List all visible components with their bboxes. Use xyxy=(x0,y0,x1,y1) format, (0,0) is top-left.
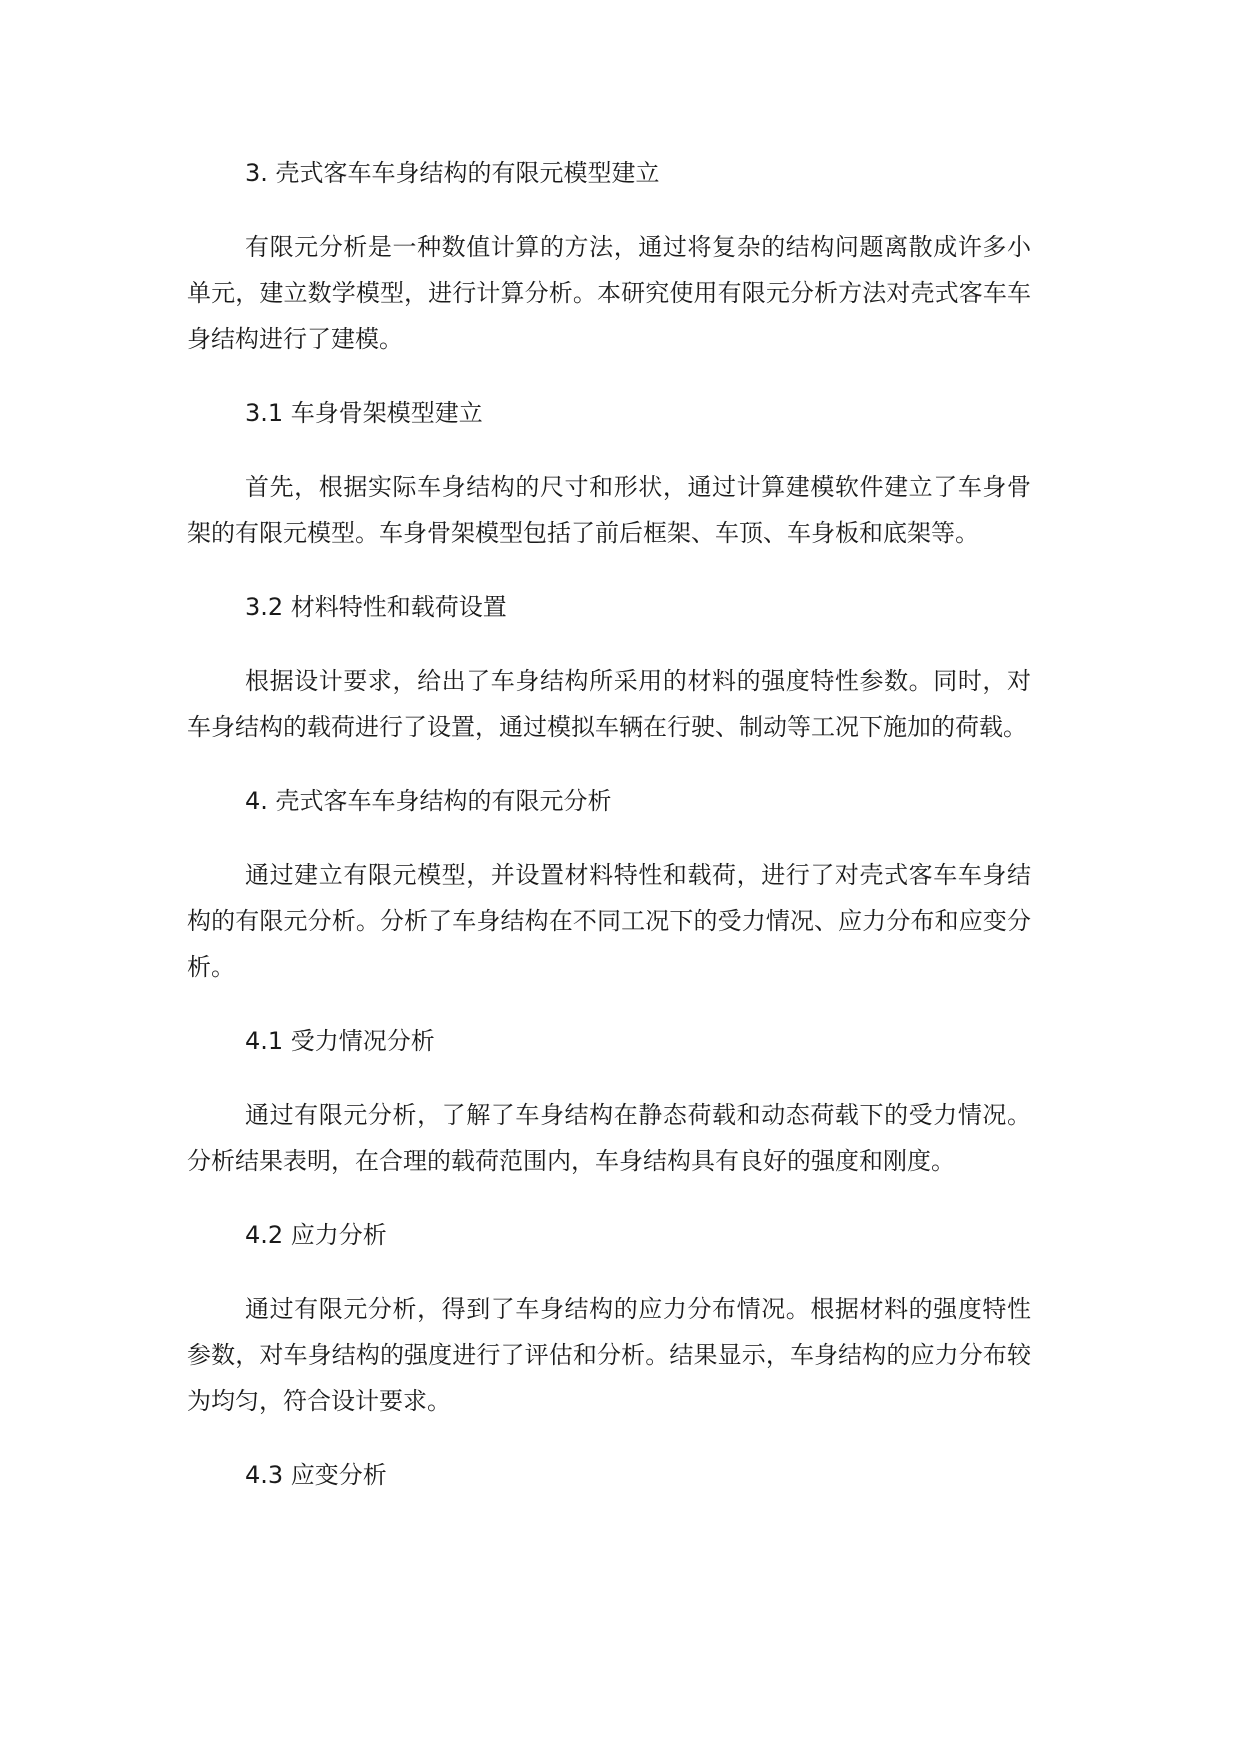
section-paragraph-3: 有限元分析是一种数值计算的方法，通过将复杂的结构问题离散成许多小单元，建立数学模型，进行计算分析。本研究使用有限元分析方法对壳式客车车身结构进行了建模。 xyxy=(187,233,1031,353)
section-heading-4-3: 4.3 应变分析 xyxy=(245,1461,387,1489)
section-heading-4-1: 4.1 受力情况分析 xyxy=(245,1027,435,1055)
section-paragraph-4: 通过建立有限元模型，并设置材料特性和载荷，进行了对壳式客车车身结构的有限元分析。分析了车身结构在不同工况下的受力情况、应力分布和应变分析。 xyxy=(187,861,1031,981)
section-heading-3: 3. 壳式客车车身结构的有限元模型建立 xyxy=(245,159,660,187)
section-paragraph-4-2: 通过有限元分析，得到了车身结构的应力分布情况。根据材料的强度特性参数，对车身结构的强度进行了评估和分析。结果显示，车身结构的应力分布较为均匀，符合设计要求。 xyxy=(187,1295,1031,1415)
section-paragraph-4-1: 通过有限元分析，了解了车身结构在静态荷载和动态荷载下的受力情况。分析结果表明，在合理的载荷范围内，车身结构具有良好的强度和刚度。 xyxy=(187,1101,1031,1175)
section-paragraph-3-2: 根据设计要求，给出了车身结构所采用的材料的强度特性参数。同时，对车身结构的载荷进行了设置，通过模拟车辆在行驶、制动等工况下施加的荷载。 xyxy=(187,667,1031,741)
document-body xyxy=(187,150,1031,1498)
section-paragraph-3-1: 首先，根据实际车身结构的尺寸和形状，通过计算建模软件建立了车身骨架的有限元模型。车身骨架模型包括了前后框架、车顶、车身板和底架等。 xyxy=(187,473,1031,547)
section-heading-4-2: 4.2 应力分析 xyxy=(245,1221,387,1249)
section-heading-4: 4. 壳式客车车身结构的有限元分析 xyxy=(245,787,612,815)
section-heading-3-1: 3.1 车身骨架模型建立 xyxy=(245,399,483,427)
section-heading-3-2: 3.2 材料特性和载荷设置 xyxy=(245,593,507,621)
